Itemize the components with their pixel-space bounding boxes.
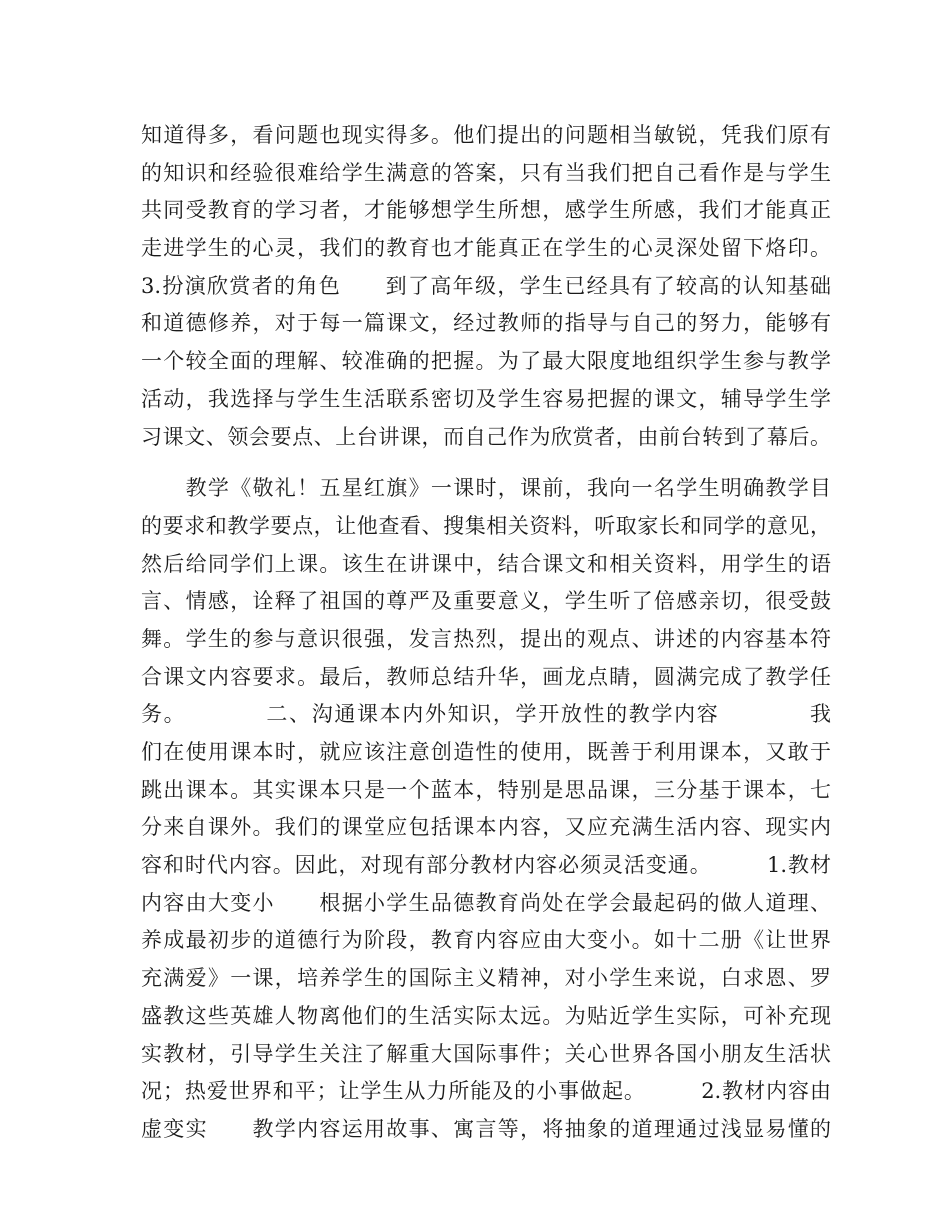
text-line: 的知识和经验很难给学生满意的答案，只有当我们把自己看作是与学生 xyxy=(141,160,831,185)
text-line: 虚变实 教学内容运用故事、寓言等，将抽象的道理通过浅显易懂的 xyxy=(141,1116,831,1141)
text-line: 实教材，引导学生关注了解重大国际事件；关心世界各国小朋友生活状 xyxy=(141,1041,831,1066)
text-line: 分来自课外。我们的课堂应包括课本内容，又应充满生活内容、现实内 xyxy=(141,815,831,840)
text-line: 3.扮演欣赏者的角色 到了高年级，学生已经具有了较高的认知基础 xyxy=(141,273,831,298)
text-line: 活动，我选择与学生生活联系密切及学生容易把握的课文，辅导学生学 xyxy=(141,386,831,411)
text-line: 舞。学生的参与意识很强，发言热烈，提出的观点、讲述的内容基本符 xyxy=(141,626,831,651)
text-line: 况；热爱世界和平；让学生从力所能及的小事做起。 2.教材内容由 xyxy=(141,1079,831,1104)
text-line: 共同受教育的学习者，才能够想学生所想，感学生所感，我们才能真正 xyxy=(141,198,831,223)
text-line: 和道德修养，对于每一篇课文，经过教师的指导与自己的努力，能够有 xyxy=(141,311,831,336)
body-text xyxy=(141,117,831,1149)
text-line: 走进学生的心灵，我们的教育也才能真正在学生的心灵深处留下烙印。 xyxy=(141,236,831,261)
text-line: 跳出课本。其实课本只是一个蓝本，特别是思品课，三分基于课本，七 xyxy=(141,777,831,802)
text-line: 习课文、领会要点、上台讲课，而自己作为欣赏者，由前台转到了幕后。 xyxy=(141,424,831,449)
text-line: 们在使用课本时，就应该注意创造性的使用，既善于利用课本，又敢于 xyxy=(141,740,831,764)
text-line: 然后给同学们上课。该生在讲课中，结合课文和相关资料，用学生的语 xyxy=(141,551,831,576)
text-line: 言、情感，诠释了祖国的尊严及重要意义，学生听了倍感亲切，很受鼓 xyxy=(141,589,831,614)
text-line: 合课文内容要求。最后，教师总结升华，画龙点睛，圆满完成了教学任 xyxy=(141,664,831,689)
text-line: 容和时代内容。因此，对现有部分教材内容必须灵活变通。 1.教材 xyxy=(141,853,831,878)
text-line: 一个较全面的理解、较准确的把握。为了最大限度地组织学生参与教学 xyxy=(141,349,831,374)
text-line: 的要求和教学要点，让他查看、搜集相关资料，听取家长和同学的意见， xyxy=(141,513,831,538)
text-line: 务。 二、沟通课本内外知识，学开放性的教学内容 我 xyxy=(141,702,831,727)
text-line: 教学《敬礼！五星红旗》一课时，课前，我向一名学生明确教学目 xyxy=(141,476,831,501)
text-line: 知道得多，看问题也现实得多。他们提出的问题相当敏锐，凭我们原有 xyxy=(141,123,831,147)
text-line: 内容由大变小 根据小学生品德教育尚处在学会最起码的做人道理、 xyxy=(141,890,831,915)
text-line: 养成最初步的道德行为阶段，教育内容应由大变小。如十二册《让世界 xyxy=(141,928,831,953)
text-line: 盛教这些英雄人物离他们的生活实际太远。为贴近学生实际，可补充现 xyxy=(141,1003,831,1028)
text-line: 充满爱》一课，培养学生的国际主义精神，对小学生来说，白求恩、罗 xyxy=(141,966,831,991)
